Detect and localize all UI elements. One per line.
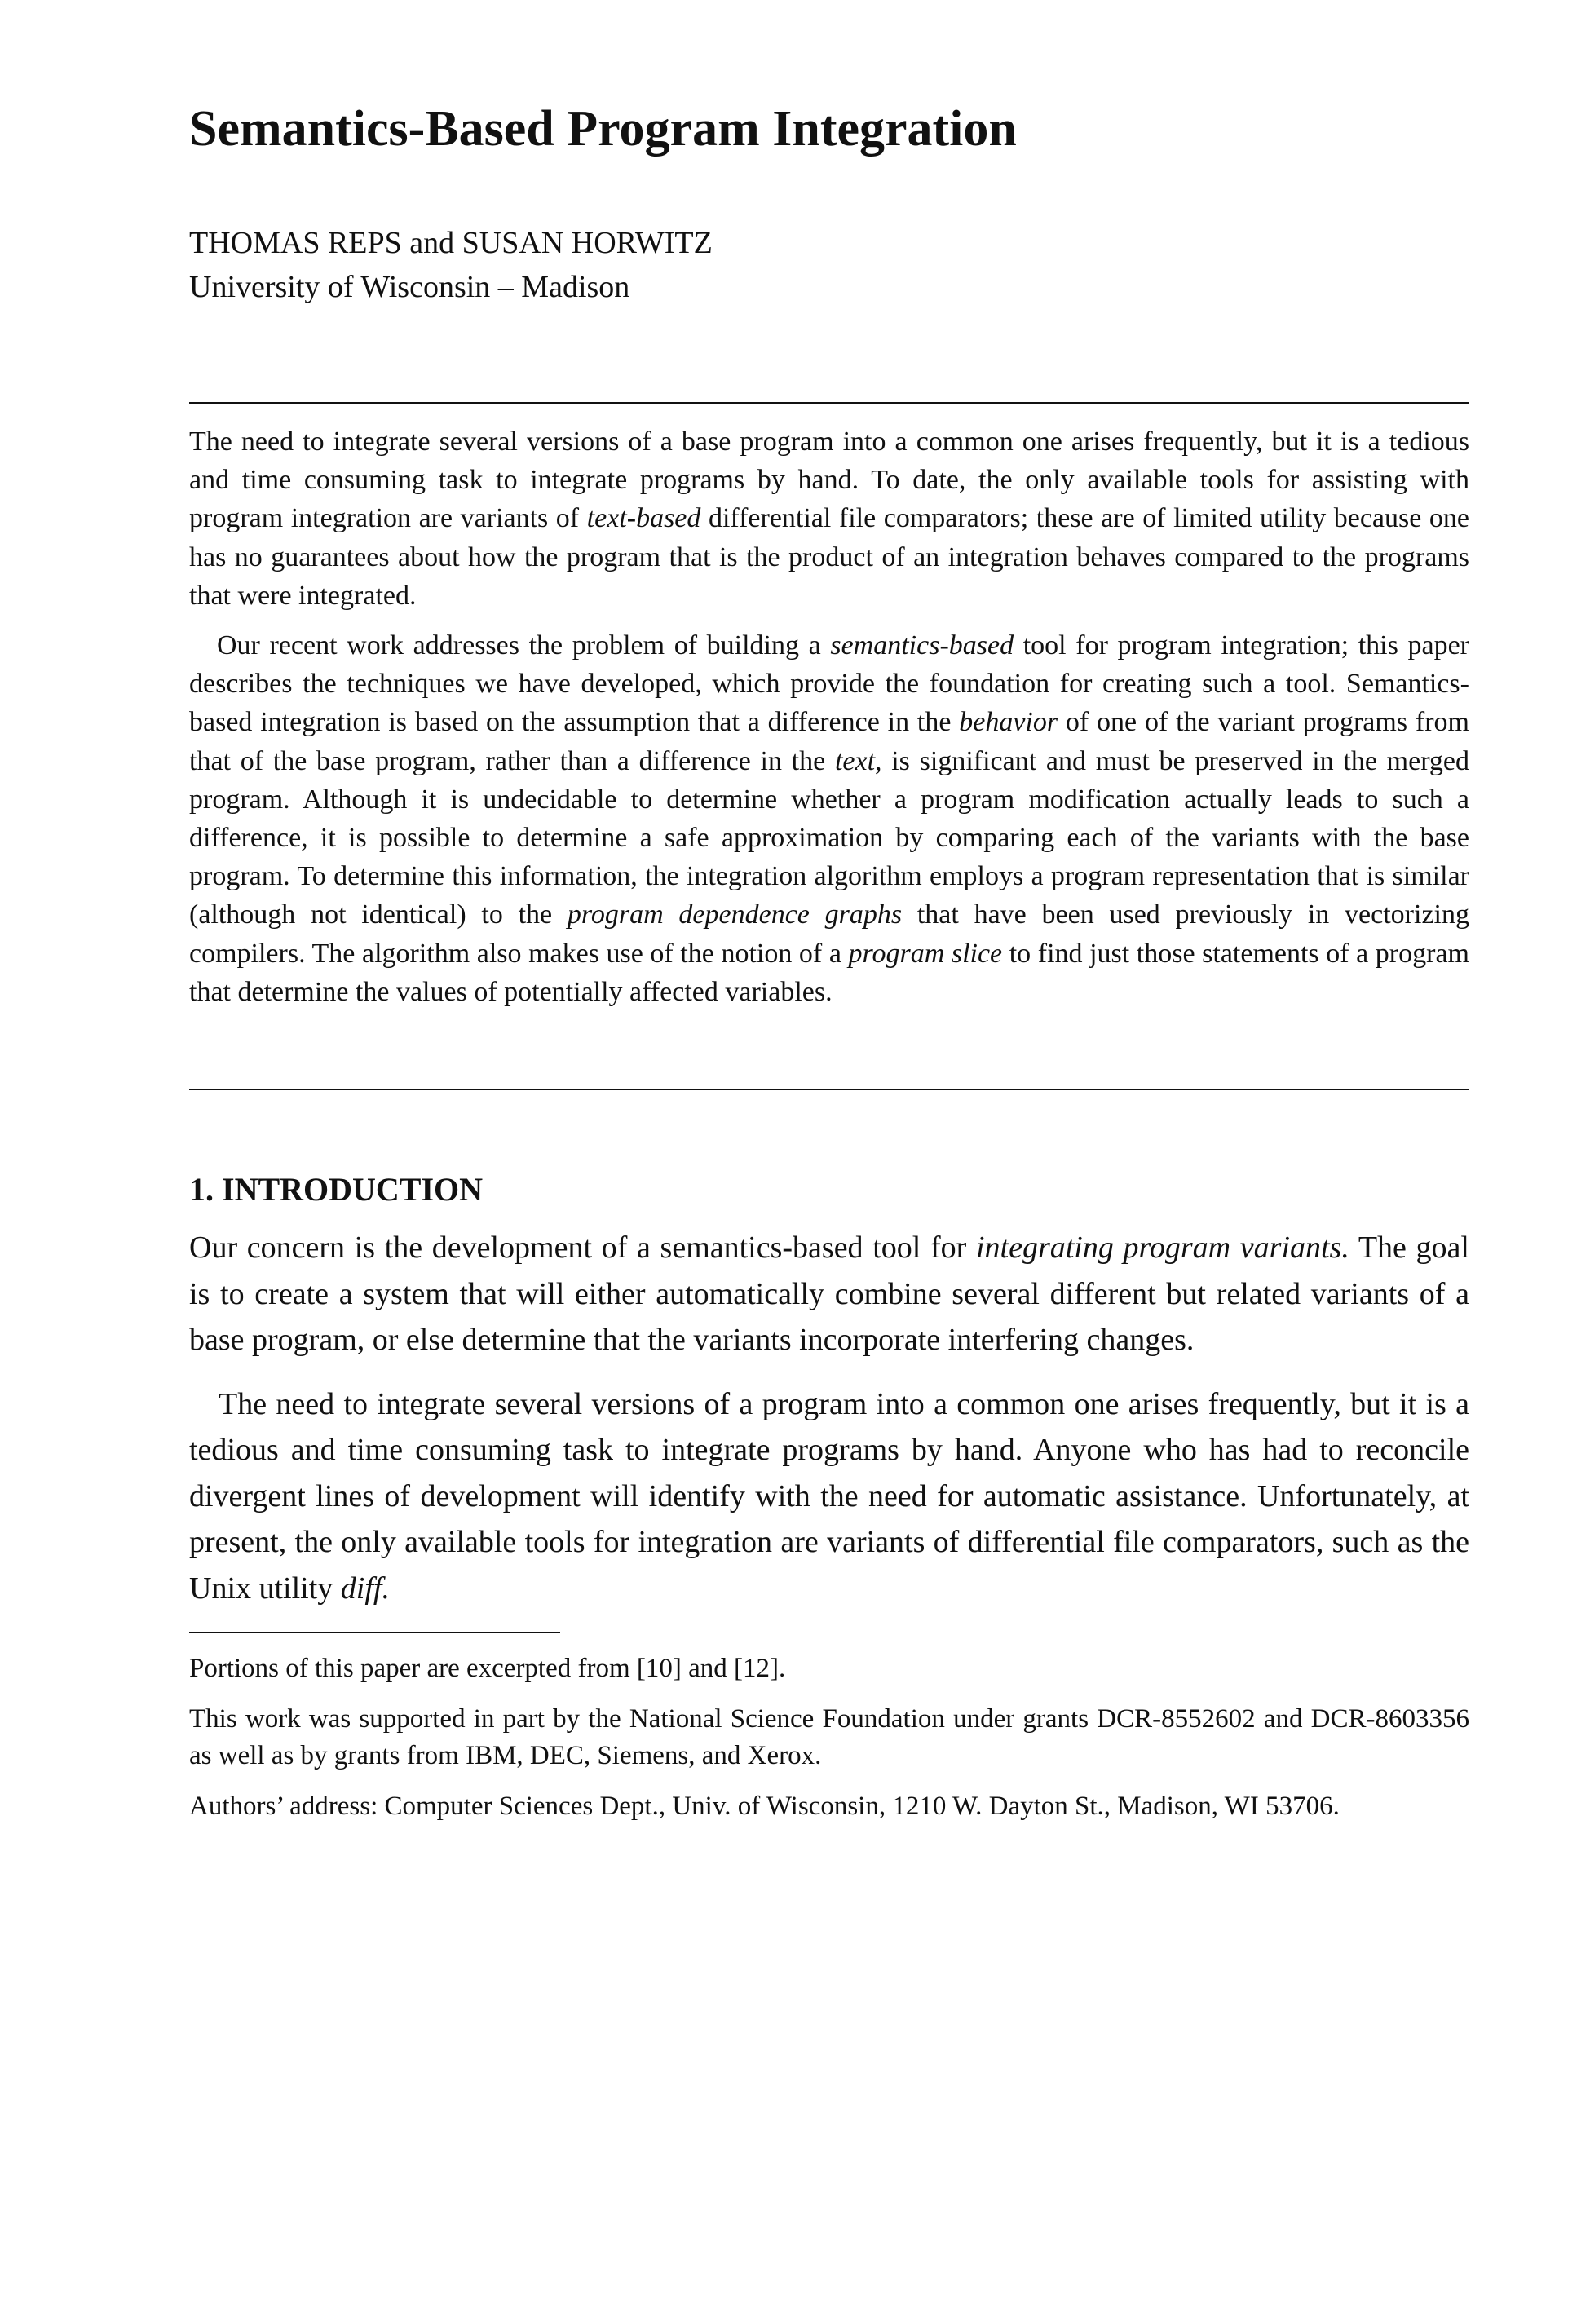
abstract-bottom-rule (189, 1089, 1469, 1090)
abstract-p2-text-b: tool for program integration; this paper describes the techniques we have developed, which provide the foundation for creating such a tool. Semantics-based integration is based on the assumption that a difference in the (189, 630, 1469, 738)
abstract-paragraph-1 (189, 422, 1469, 615)
footnote-1: Portions of this paper are excerpted from [10] and [12]. (189, 1654, 786, 1683)
author-names: THOMAS REPS and SUSAN HORWITZ (189, 226, 713, 260)
intro-p2-emphasis: diff. (340, 1571, 390, 1606)
section-heading-introduction: 1. INTRODUCTION (189, 1171, 484, 1208)
intro-p2-text-a: The need to integrate several versions of a program into a common one arises frequently, but it is a tedious and time consuming task to integrate programs by hand. Anyone who has had to reconcile divergent lines of development will identify with the need for automatic assistance. Unfortunately, at present, the only available tools for integration are variants of differential file comparators, such as the Unix utility (189, 1386, 1469, 1606)
author-affiliation: University of Wisconsin – Madison (189, 270, 630, 304)
abstract-p1-text-a: The need to integrate several versions of a base program into a common one arises frequently, but it is a tedious and time consuming task to integrate programs by hand. To date, the only available tools for assisting with program integration are variants of (189, 426, 1469, 534)
abstract-p2-text-e: that have been used previously in vectorizing compilers. The algorithm also makes use of the notion of a (189, 899, 1469, 969)
intro-p1-text-a: Our concern is the development of a semantics-based tool for (189, 1230, 976, 1265)
intro-p1-emphasis: integrating program variants. (975, 1230, 1349, 1265)
abstract-paragraph-2 (189, 626, 1469, 1011)
abstract-p2-text-d: , is significant and must be preserved in the merged program. Although it is undecidable to determine whether a program modification actually leads to such a difference, it is possible to determine a safe approximation by comparing each of the variants with the base program. To determine this information, the integration algorithm employs a program representation that is similar (although not identical) to the (189, 745, 1469, 930)
abstract-p1-text-b: differential file comparators; these are of limited utility because one has no guarantees about how the program that is the product of an integration behaves compared to the programs that were integrated. (189, 503, 1469, 611)
abstract-p2-emphasis-5: program slice (848, 938, 1003, 969)
abstract (189, 422, 1469, 1011)
abstract-p2-emphasis-2: behavior (959, 707, 1058, 738)
paper-title: Semantics-Based Program Integration (189, 101, 1017, 157)
abstract-p2-emphasis-3: text (834, 745, 876, 776)
introduction-body (189, 1225, 1469, 1611)
abstract-p1-emphasis: text-based (586, 503, 701, 534)
abstract-top-rule (189, 402, 1469, 404)
abstract-p2-text-f: to find just those statements of a program that determine the values of potentially affected variables. (189, 938, 1469, 1007)
footnote-rule (189, 1632, 560, 1633)
footnotes (189, 1650, 1469, 1825)
intro-paragraph-2 (189, 1381, 1469, 1612)
intro-paragraph-1 (189, 1225, 1469, 1363)
abstract-p2-emphasis-4: program dependence graphs (567, 899, 903, 930)
footnote-3: Authors’ address: Computer Sciences Dept., Univ. of Wisconsin, 1210 W. Dayton St., Madison, WI 53706. (189, 1791, 1340, 1821)
intro-p1-text-b: The goal is to create a system that will either automatically combine several different but related variants of a base program, or else determine that the variants incorporate interfering changes. (189, 1230, 1469, 1357)
abstract-p2-text-a: Our recent work addresses the problem of building a (217, 630, 831, 661)
abstract-p2-text-c: of one of the variant programs from that of the base program, rather than a difference in the (189, 707, 1469, 776)
footnote-2: This work was supported in part by the National Science Foundation under grants DCR-8552602 and DCR-8603356 as well as by grants from IBM, DEC, Siemens, and Xerox. (189, 1703, 1469, 1770)
abstract-p2-emphasis-1: semantics-based (830, 630, 1014, 661)
